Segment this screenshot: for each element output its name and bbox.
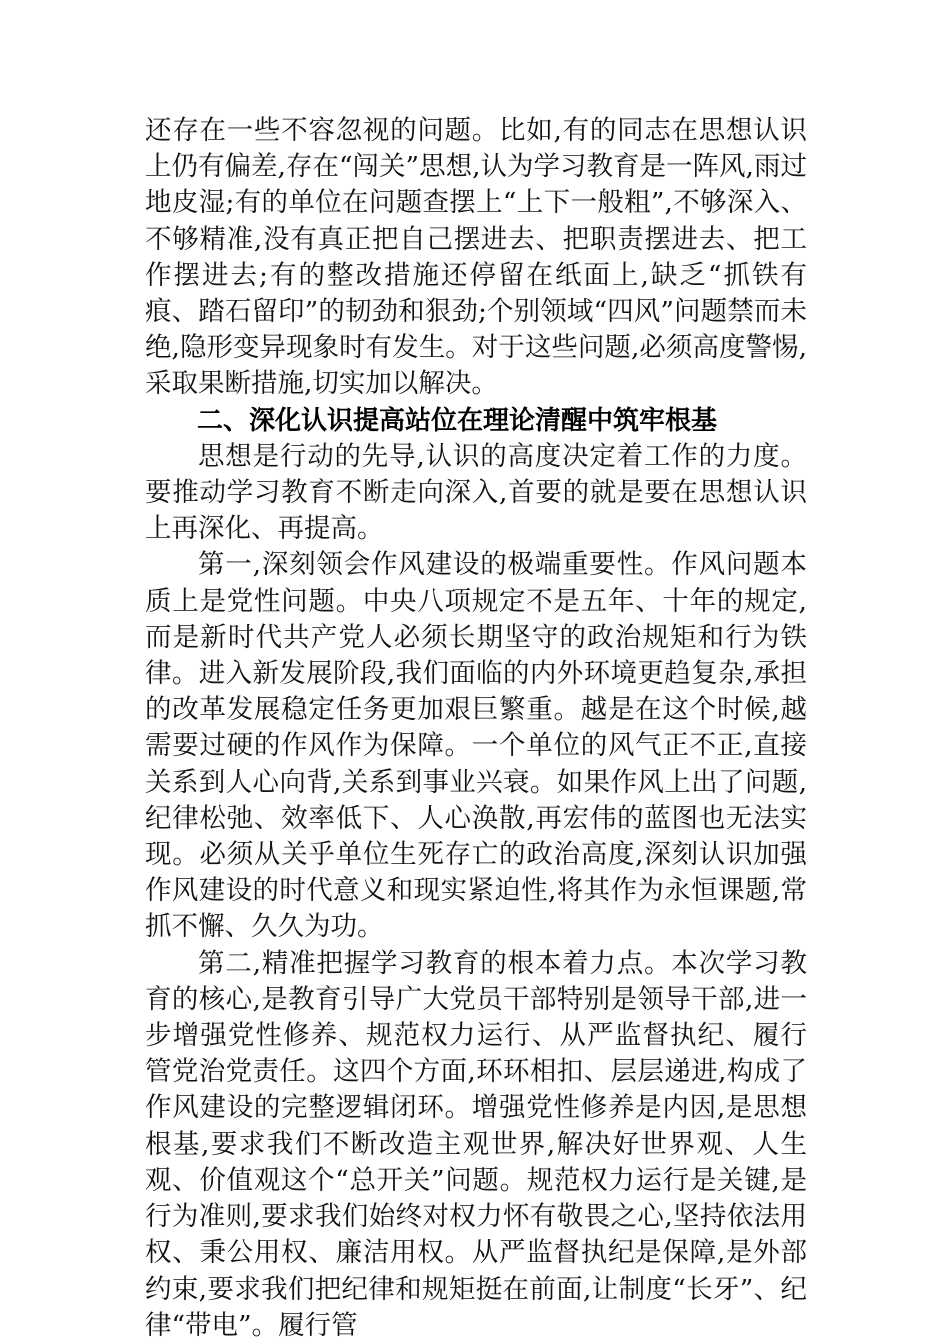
paragraph-point-one: 第一,深刻领会作风建设的极端重要性。作风问题本质上是党性问题。中央八项规定不是五年、十年的规定,而是新时代共产党人必须长期坚守的政治规矩和行为铁律。进入新发展阶段,我们面临的内外环境更趋复杂,承担的改革发展稳定任务更加艰巨繁重。越是在这个时候,越需要过硬的作风作为保障。一个单位的风气正不正,直接关系到人心向背,关系到事业兴衰。如果作风上出了问题,纪律松弛、效率低下、人心涣散,再宏伟的蓝图也无法实现。必须从关乎单位生死存亡的政治高度,深刻认识加强作风建设的时代意义和现实紧迫性,将其作为永恒课题,常抓不懈、久久为功。 (145, 549, 807, 943)
paragraph-point-two: 第二,精准把握学习教育的根本着力点。本次学习教育的核心,是教育引导广大党员干部特别是领导干部,进一步增强党性修养、规范权力运行、从严监督执纪、履行管党治党责任。这四个方面,环环相扣、层层递进,构成了作风建设的完整逻辑闭环。增强党性修养是内因,是思想根基,要求我们不断改造主观世界,解决好世界观、人生观、价值观这个“总开关”问题。规范权力运行是关键,是行为准则,要求我们始终对权力怀有敬畏之心,坚持依法用权、秉公用权、廉洁用权。从严监督执纪是保障,是外部约束,要求我们把纪律和规矩挺在前面,让制度“长牙”、纪律“带电”。履行管 (145, 947, 807, 1341)
document-body (145, 113, 807, 1344)
section-heading: 二、深化认识提高站位在理论清醒中筑牢根基 (197, 405, 718, 436)
paragraph-intro: 思想是行动的先导,认识的高度决定着工作的力度。要推动学习教育不断走向深入,首要的就是要在思想认识上再深化、再提高。 (145, 440, 807, 545)
paragraph-continuation: 还存在一些不容忽视的问题。比如,有的同志在思想认识上仍有偏差,存在“闯关”思想,认为学习教育是一阵风,雨过地皮湿;有的单位在问题查摆上“上下一般粗”,不够深入、不够精准,没有真正把自己摆进去、把职责摆进去、把工作摆进去;有的整改措施还停留在纸面上,缺乏“抓铁有痕、踏石留印”的韧劲和狠劲;个别领域“四风”问题禁而未绝,隐形变异现象时有发生。对于这些问题,必须高度警惕,采取果断措施,切实加以解决。 (145, 115, 807, 400)
